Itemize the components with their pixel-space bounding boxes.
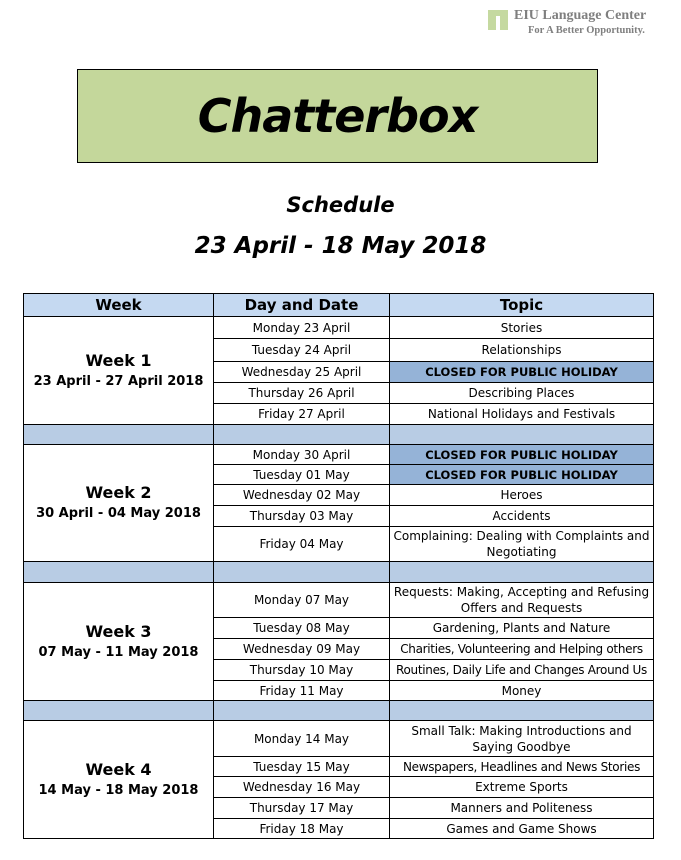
day-date: Monday 07 May <box>213 582 390 618</box>
spacer-row <box>213 424 390 445</box>
topic: Complaining: Dealing with Complaints and Negotiating <box>389 526 654 562</box>
topic: Accidents <box>389 505 654 527</box>
spacer-row <box>213 561 390 583</box>
spacer-row <box>23 561 214 583</box>
day-date: Friday 04 May <box>213 526 390 562</box>
topic: Relationships <box>389 338 654 362</box>
day-date: Tuesday 08 May <box>213 617 390 639</box>
day-date: Thursday 03 May <box>213 505 390 527</box>
day-date: Thursday 17 May <box>213 797 390 819</box>
day-date: Wednesday 09 May <box>213 638 390 660</box>
spacer-row <box>389 424 654 445</box>
topic-closed: CLOSED FOR PUBLIC HOLIDAY <box>389 444 654 465</box>
day-date: Friday 27 April <box>213 403 390 425</box>
page-title: Chatterbox <box>197 89 478 143</box>
title-banner <box>77 69 598 163</box>
day-date: Tuesday 01 May <box>213 464 390 485</box>
week-label: Week 4 <box>85 759 152 779</box>
topic: Describing Places <box>389 382 654 404</box>
week-cell <box>23 582 214 701</box>
header-day-date: Day and Date <box>213 293 390 317</box>
day-date: Monday 23 April <box>213 316 390 339</box>
day-date: Monday 30 April <box>213 444 390 465</box>
topic: Manners and Politeness <box>389 797 654 819</box>
topic: Stories <box>389 316 654 339</box>
day-date: Monday 14 May <box>213 720 390 757</box>
topic: Gardening, Plants and Nature <box>389 617 654 639</box>
day-date: Tuesday 24 April <box>213 338 390 362</box>
spacer-row <box>23 424 214 445</box>
spacer-row <box>389 700 654 721</box>
eiu-logo-icon <box>488 10 508 30</box>
day-date: Friday 18 May <box>213 818 390 839</box>
topic: Small Talk: Making Introductions and Saying Goodbye <box>389 720 654 757</box>
week-cell <box>23 720 214 839</box>
topic: Money <box>389 680 654 701</box>
topic: Routines, Daily Life and Changes Around Us <box>389 659 654 681</box>
week-range: 14 May - 18 May 2018 <box>38 782 199 798</box>
week-label: Week 3 <box>85 621 152 641</box>
week-range: 30 April - 04 May 2018 <box>36 506 201 521</box>
schedule-subtitle: Schedule <box>286 193 395 217</box>
topic: Extreme Sports <box>389 776 654 798</box>
day-date: Friday 11 May <box>213 680 390 701</box>
topic: Requests: Making, Accepting and Refusing Offers and Requests <box>389 582 654 618</box>
week-cell <box>23 444 214 562</box>
date-range-heading: 23 April - 18 May 2018 <box>194 233 487 259</box>
spacer-row <box>389 561 654 583</box>
topic: Games and Game Shows <box>389 818 654 839</box>
day-date: Wednesday 25 April <box>213 361 390 383</box>
topic-closed: CLOSED FOR PUBLIC HOLIDAY <box>389 464 654 485</box>
logo-name: EIU Language Center <box>514 8 647 23</box>
header-topic: Topic <box>389 293 654 317</box>
topic: Heroes <box>389 484 654 506</box>
day-date: Thursday 10 May <box>213 659 390 681</box>
day-date: Tuesday 15 May <box>213 756 390 777</box>
topic: Charities, Volunteering and Helping others <box>389 638 654 660</box>
spacer-row <box>23 700 214 721</box>
topic: Newspapers, Headlines and News Stories <box>389 756 654 777</box>
week-range: 07 May - 11 May 2018 <box>38 644 199 660</box>
spacer-row <box>213 700 390 721</box>
week-cell <box>23 316 214 425</box>
week-label: Week 2 <box>85 483 152 502</box>
eiu-logo <box>488 8 668 40</box>
day-date: Wednesday 02 May <box>213 484 390 506</box>
day-date: Wednesday 16 May <box>213 776 390 798</box>
day-date: Thursday 26 April <box>213 382 390 404</box>
topic: National Holidays and Festivals <box>389 403 654 425</box>
logo-tagline: For A Better Opportunity. <box>528 25 645 36</box>
header-week: Week <box>23 293 214 317</box>
week-label: Week 1 <box>85 350 152 370</box>
topic-closed: CLOSED FOR PUBLIC HOLIDAY <box>389 361 654 383</box>
week-range: 23 April - 27 April 2018 <box>33 373 204 389</box>
